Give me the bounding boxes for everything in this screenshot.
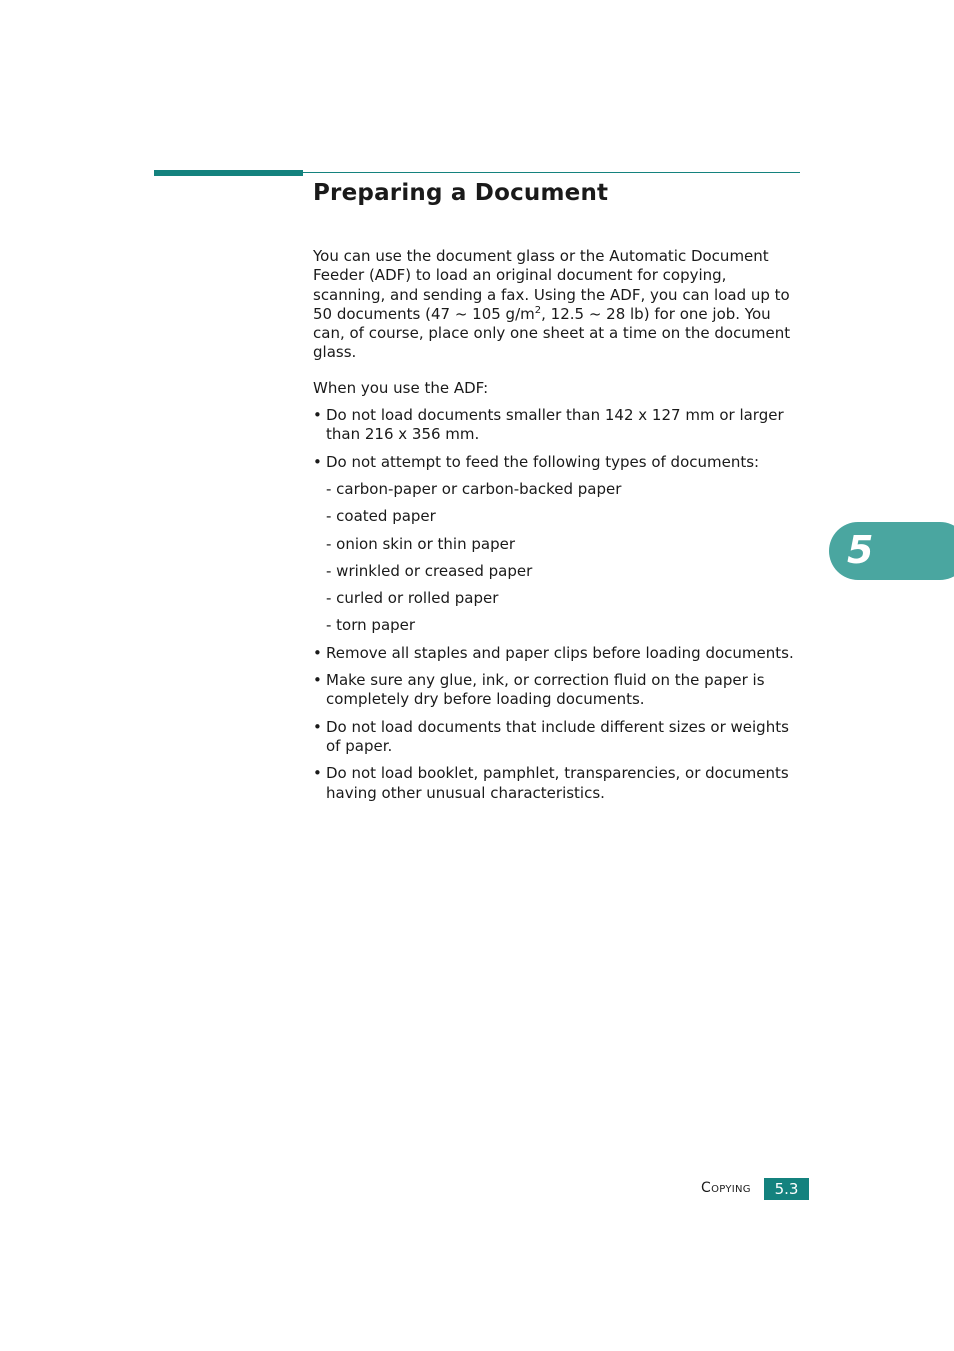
intro-text-part1: You can use the document glass or the Automatic Document Feeder (ADF) to load an original document for copying, scanning, and sending a fax. Using the ADF, you can load up to 50 documents (47 ~ 105 g/m bbox=[313, 247, 790, 323]
list-item bbox=[313, 453, 803, 636]
list-item bbox=[313, 718, 803, 757]
list-item-text: Do not load booklet, pamphlet, transparencies, or documents having other unusual characteristics. bbox=[326, 764, 789, 802]
document-type-item: - torn paper bbox=[326, 616, 416, 635]
bullet-mark: • bbox=[313, 717, 322, 736]
list-item bbox=[313, 764, 803, 803]
main-content bbox=[313, 247, 803, 811]
list-item-text: Remove all staples and paper clips before loading documents. bbox=[326, 643, 794, 662]
bullet-mark: • bbox=[313, 671, 322, 690]
chapter-tab bbox=[829, 522, 954, 580]
list-item bbox=[313, 406, 803, 445]
bullet-mark: • bbox=[313, 764, 322, 783]
header-rule-thick bbox=[154, 170, 303, 176]
list-item-text: Do not attempt to feed the following types of documents: bbox=[326, 452, 760, 471]
chapter-number: 5 bbox=[847, 528, 874, 572]
list-item-text: Do not load documents that include different sizes or weights of paper. bbox=[326, 717, 789, 755]
bullet-mark: • bbox=[313, 643, 322, 662]
footer-section-name: Copying bbox=[701, 1180, 751, 1196]
page-title: Preparing a Document bbox=[313, 180, 609, 206]
adf-rules-list bbox=[313, 406, 803, 803]
header-rule-thin bbox=[303, 172, 800, 173]
bullet-mark: • bbox=[313, 452, 322, 471]
intro-text-part2: , 12.5 ~ 28 lb) for one job. You can, of course, place only one sheet at a time on the document glass. bbox=[313, 304, 791, 362]
list-item-text: Make sure any glue, ink, or correction fluid on the paper is completely dry before loading documents. bbox=[326, 671, 765, 709]
intro-paragraph bbox=[313, 247, 803, 363]
intro-superscript: 2 bbox=[534, 304, 542, 316]
adf-intro-label: When you use the ADF: bbox=[313, 378, 489, 397]
list-item-text: Do not load documents smaller than 142 x 127 mm or larger than 216 x 356 mm. bbox=[326, 406, 784, 444]
bullet-mark: • bbox=[313, 406, 322, 425]
document-type-item: - coated paper bbox=[326, 507, 436, 526]
footer-page-number: 5.3 bbox=[764, 1178, 809, 1200]
list-item bbox=[313, 671, 803, 710]
document-type-item: - onion skin or thin paper bbox=[326, 534, 516, 553]
document-type-item: - wrinkled or creased paper bbox=[326, 561, 533, 580]
list-item bbox=[313, 644, 803, 663]
document-types-list bbox=[326, 480, 803, 636]
document-type-item: - curled or rolled paper bbox=[326, 589, 499, 608]
document-type-item: - carbon-paper or carbon-backed paper bbox=[326, 479, 622, 498]
